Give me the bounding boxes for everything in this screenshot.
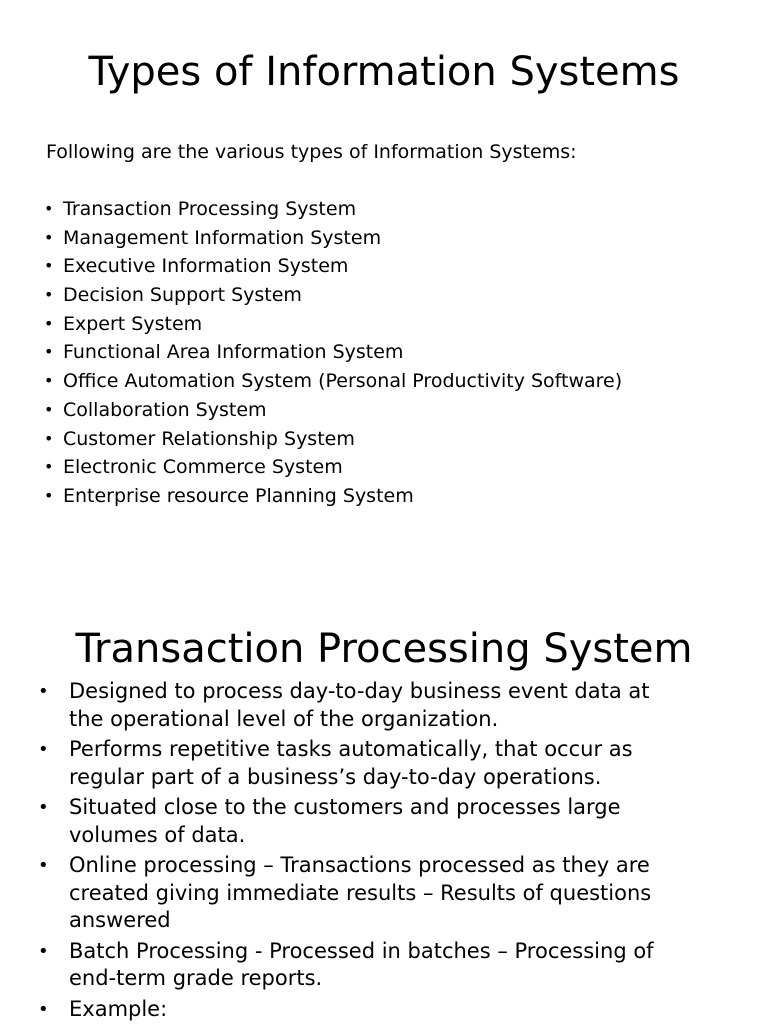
list-item	[44, 312, 622, 341]
list-item-text-line: created giving immediate results – Results of questions	[69, 880, 652, 905]
list-item-text: Expert System	[63, 312, 203, 335]
intro-text: Following are the various types of Information Systems:	[46, 141, 577, 163]
list-item-text-line: Example:	[69, 996, 168, 1021]
list-item	[44, 398, 622, 427]
list-item-text-line: regular part of a business’s day-to-day operations.	[69, 764, 602, 789]
bullet-icon: •	[44, 313, 54, 333]
list-item-text: Functional Area Information System	[63, 341, 404, 364]
list-item-text-line: Online processing – Transactions processed as they are	[69, 853, 650, 877]
list-item-text-line: volumes of data.	[69, 822, 246, 847]
bullet-icon: •	[44, 457, 54, 477]
bullet-icon: •	[44, 227, 54, 247]
list-item	[44, 254, 622, 283]
list-item-text: Office Automation System (Personal Productivity Software)	[63, 370, 623, 393]
list-item	[38, 852, 738, 935]
bullet-icon: •	[44, 399, 54, 419]
list-item-text: Management Information System	[63, 226, 382, 249]
list-item-text: Customer Relationship System	[63, 427, 355, 450]
bullet-icon: •	[38, 998, 49, 1020]
tps-bullet-list	[38, 678, 738, 1026]
list-item	[44, 283, 622, 312]
list-item-text: Executive Information System	[63, 255, 349, 278]
slide-title: Types of Information Systems	[88, 49, 680, 95]
list-item-text: Enterprise resource Planning System	[63, 484, 414, 507]
bullet-icon: •	[38, 681, 49, 702]
list-item-text-line: Designed to process day-to-day business event data at	[69, 679, 650, 703]
bullet-icon: •	[44, 371, 54, 391]
bullet-icon: •	[44, 199, 54, 218]
list-item-text-line: Performs repetitive tasks automatically, that occur as	[69, 737, 633, 761]
list-item	[44, 226, 622, 255]
list-item-text: Collaboration System	[63, 398, 267, 421]
list-item-text-line: the operational level of the organization.	[69, 706, 499, 731]
list-item-text: Transaction Processing System	[63, 198, 357, 220]
bullet-icon: •	[44, 342, 54, 362]
list-item	[44, 197, 622, 226]
bullet-icon: •	[38, 739, 49, 760]
list-item	[38, 736, 738, 791]
list-item	[44, 369, 622, 398]
list-item	[38, 996, 738, 1024]
bullet-icon: •	[44, 428, 54, 448]
bullet-icon: •	[38, 855, 49, 876]
list-item-text-line: Situated close to the customers and processes large	[69, 795, 621, 819]
list-item	[44, 427, 622, 456]
system-types-list	[44, 197, 622, 513]
bullet-icon: •	[44, 285, 54, 305]
list-item-text: Decision Support System	[63, 284, 302, 307]
list-item	[38, 794, 738, 849]
bullet-icon: •	[38, 797, 49, 818]
list-item-text-line: end-term grade reports.	[69, 966, 323, 990]
list-item	[38, 938, 738, 993]
list-item-text-line: Batch Processing - Processed in batches – Processing of	[69, 938, 654, 963]
list-item-text-line: answered	[69, 908, 171, 932]
bullet-icon: •	[38, 940, 49, 962]
list-item	[44, 455, 622, 484]
list-item	[44, 340, 622, 369]
slide-title: Transaction Processing System	[75, 626, 693, 672]
list-item	[44, 484, 622, 513]
slide-transaction-processing-system	[0, 560, 768, 1024]
bullet-icon: •	[44, 485, 54, 505]
bullet-icon: •	[44, 256, 54, 276]
list-item	[38, 678, 738, 733]
list-item-text: Electronic Commerce System	[63, 456, 343, 479]
